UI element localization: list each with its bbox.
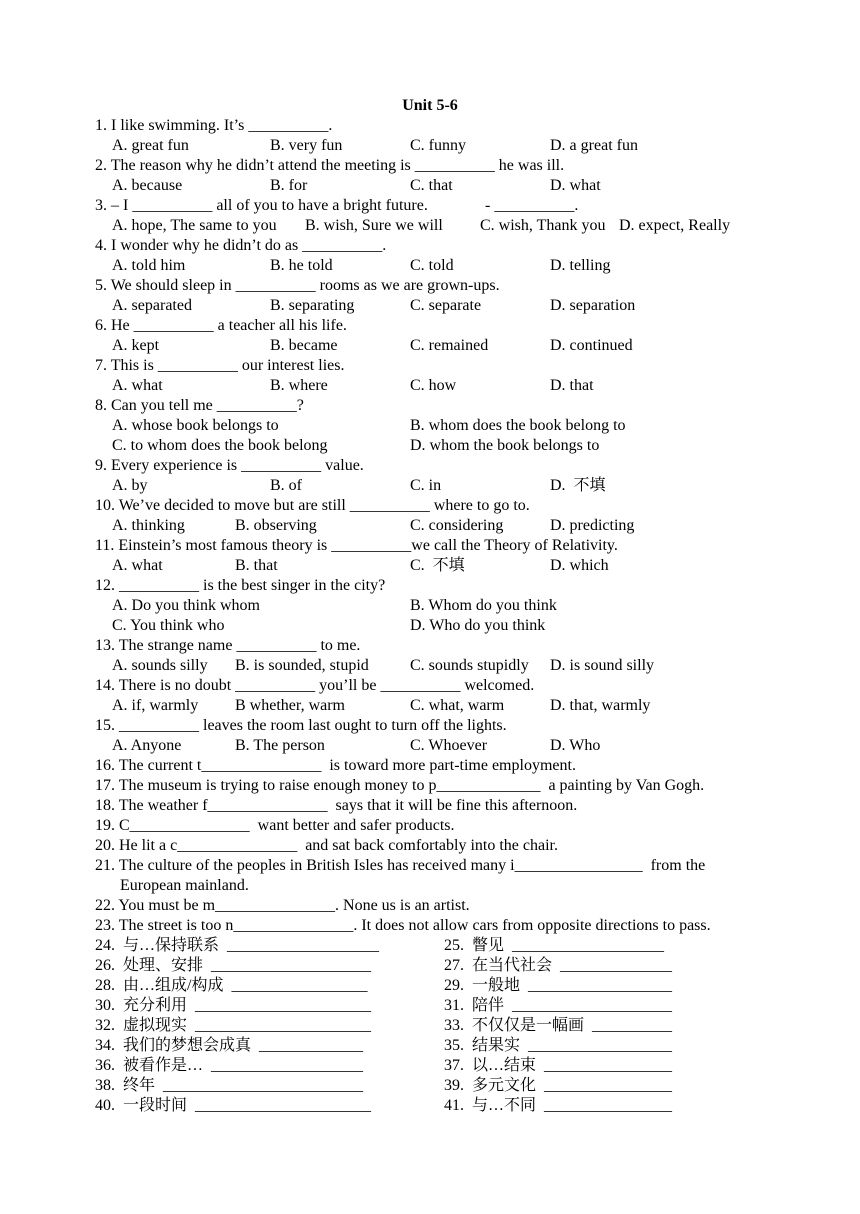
q3-stem-text-1: 3. – I __________ all of you to have a bright future.: [95, 197, 428, 214]
q2-stem-text-1: 2. The reason why he didn’t attend the meeting is __________ he was ill.: [95, 157, 565, 174]
q10-options-text-1: A. thinking: [112, 517, 185, 534]
q30-q31-text-1: 30. 充分利用 ______________________: [95, 997, 372, 1014]
q15-options-text-1: A. Anyone: [112, 737, 182, 754]
q2-options-text-1: A. because: [112, 177, 183, 194]
q10-options: [112, 516, 860, 536]
q21-line1: [95, 856, 860, 876]
q18-text-1: 18. The weather f_______________ says that it will be fine this afternoon.: [95, 797, 578, 814]
q7-stem: [95, 356, 860, 376]
q3-options-text-1: A. hope, The same to you: [112, 217, 277, 234]
q40-q41: [95, 1096, 860, 1116]
q38-q39: [95, 1076, 860, 1096]
q14-options: [112, 696, 860, 716]
q23-text-1: 23. The street is too n_______________. It does not allow cars from opposite directions to pass.: [95, 917, 711, 934]
q5-options-text-2: B. separating: [270, 297, 355, 314]
q14-stem-text-1: 14. There is no doubt __________ you’ll be __________ welcomed.: [95, 677, 535, 694]
q2-stem: [95, 156, 860, 176]
q32-q33-text-1: 32. 虚拟现实 ______________________: [95, 1017, 372, 1034]
q8-stem-text-1: 8. Can you tell me __________?: [95, 397, 304, 414]
q21-line1-text-1: 21. The culture of the peoples in British Isles has received many i________________ from the: [95, 857, 706, 874]
q7-options: [112, 376, 860, 396]
q26-q27: [95, 956, 860, 976]
q5-stem: [95, 276, 860, 296]
q5-options-text-3: C. separate: [410, 297, 482, 314]
q15-options-text-3: C. Whoever: [410, 737, 488, 754]
q11-options-text-1: A. what: [112, 557, 163, 574]
q15-options: [112, 736, 860, 756]
q5-options-text-1: A. separated: [112, 297, 192, 314]
q9-stem: [95, 456, 860, 476]
q1-options-text-1: A. great fun: [112, 137, 189, 154]
q32-q33-text-2: 33. 不仅仅是一幅画 __________: [444, 1017, 673, 1034]
q17: [95, 776, 860, 796]
q14-options-text-3: C. what, warm: [410, 697, 505, 714]
q13-options-text-1: A. sounds silly: [112, 657, 208, 674]
q13-options-text-4: D. is sound silly: [550, 657, 655, 674]
q21-line2: [120, 876, 860, 896]
q12-options-cd-text-2: D. Who do you think: [410, 617, 546, 634]
q12-stem: [95, 576, 860, 596]
q14-options-text-4: D. that, warmly: [550, 697, 651, 714]
q12-options-ab-text-2: B. Whom do you think: [410, 597, 557, 614]
q20: [95, 836, 860, 856]
q2-options-text-2: B. for: [270, 177, 308, 194]
q12-stem-text-1: 12. __________ is the best singer in the city?: [95, 577, 386, 594]
q16-text-1: 16. The current t_______________ is toward more part-time employment.: [95, 757, 576, 774]
q5-stem-text-1: 5. We should sleep in __________ rooms as we are grown-ups.: [95, 277, 500, 294]
q15-stem-text-1: 15. __________ leaves the room last ought to turn off the lights.: [95, 717, 507, 734]
q14-options-text-2: B whether, warm: [235, 697, 345, 714]
q13-options: [112, 656, 860, 676]
q6-options-text-4: D. continued: [550, 337, 633, 354]
q20-text-1: 20. He lit a c_______________ and sat back comfortably into the chair.: [95, 837, 558, 854]
q4-options-text-3: C. told: [410, 257, 454, 274]
q24-q25-text-2: 25. 瞥见 ___________________: [444, 937, 665, 954]
q10-options-text-3: C. considering: [410, 517, 504, 534]
q26-q27-text-1: 26. 处理、安排 ____________________: [95, 957, 372, 974]
q15-stem: [95, 716, 860, 736]
q30-q31: [95, 996, 860, 1016]
q3-options: [112, 216, 860, 236]
q15-options-text-2: B. The person: [235, 737, 325, 754]
q12-options-cd-text-1: C. You think who: [112, 617, 225, 634]
q7-options-text-2: B. where: [270, 377, 328, 394]
q8-options-cd-text-2: D. whom the book belongs to: [410, 437, 600, 454]
q13-options-text-3: C. sounds stupidly: [410, 657, 529, 674]
q11-options: [112, 556, 860, 576]
q9-options-text-4: D. 不填: [550, 477, 606, 494]
q11-stem-text-1: 11. Einstein’s most famous theory is __________we call the Theory of Relativity.: [95, 537, 618, 554]
q36-q37: [95, 1056, 860, 1076]
q7-options-text-1: A. what: [112, 377, 163, 394]
q13-stem: [95, 636, 860, 656]
q10-options-text-4: D. predicting: [550, 517, 635, 534]
q7-options-text-4: D. that: [550, 377, 594, 394]
q4-stem-text-1: 4. I wonder why he didn’t do as __________.: [95, 237, 387, 254]
q30-q31-text-2: 31. 陪伴 ____________________: [444, 997, 673, 1014]
q36-q37-text-1: 36. 被看作是… ___________________: [95, 1057, 364, 1074]
q8-stem: [95, 396, 860, 416]
q24-q25: [95, 936, 860, 956]
q9-stem-text-1: 9. Every experience is __________ value.: [95, 457, 364, 474]
q7-stem-text-1: 7. This is __________ our interest lies.: [95, 357, 345, 374]
q13-options-text-2: B. is sounded, stupid: [235, 657, 369, 674]
q28-q29-text-1: 28. 由…组成/构成 _________________: [95, 977, 368, 994]
q1-options-text-2: B. very fun: [270, 137, 343, 154]
q2-options-text-4: D. what: [550, 177, 601, 194]
q19: [95, 816, 860, 836]
q8-options-cd: [112, 436, 860, 456]
q9-options-text-3: C. in: [410, 477, 442, 494]
q21-line2-text-1: European mainland.: [120, 877, 249, 894]
q4-options-text-2: B. he told: [270, 257, 333, 274]
q22-text-1: 22. You must be m_______________. None us is an artist.: [95, 897, 470, 914]
q6-stem: [95, 316, 860, 336]
q2-options: [112, 176, 860, 196]
q8-options-cd-text-1: C. to whom does the book belong: [112, 437, 328, 454]
q5-options-text-4: D. separation: [550, 297, 636, 314]
q9-options: [112, 476, 860, 496]
q4-options: [112, 256, 860, 276]
q22: [95, 896, 860, 916]
q16: [95, 756, 860, 776]
q34-q35: [95, 1036, 860, 1056]
q3-stem: [95, 196, 860, 216]
q8-options-ab-text-1: A. whose book belongs to: [112, 417, 279, 434]
q34-q35-text-2: 35. 结果实 __________________: [444, 1037, 673, 1054]
q28-q29-text-2: 29. 一般地 __________________: [444, 977, 673, 994]
q24-q25-text-1: 24. 与…保持联系 ___________________: [95, 937, 380, 954]
q10-stem: [95, 496, 860, 516]
q34-q35-text-1: 34. 我们的梦想会成真 _____________: [95, 1037, 364, 1054]
q1-options-text-4: D. a great fun: [550, 137, 638, 154]
q11-stem: [95, 536, 860, 556]
q40-q41-text-1: 40. 一段时间 ______________________: [95, 1097, 372, 1114]
q1-stem: [95, 116, 860, 136]
q8-options-ab: [112, 416, 860, 436]
q6-options: [112, 336, 860, 356]
q12-options-ab: [112, 596, 860, 616]
q10-stem-text-1: 10. We’ve decided to move but are still __________ where to go to.: [95, 497, 530, 514]
q3-options-text-2: B. wish, Sure we will: [305, 217, 443, 234]
q2-options-text-3: C. that: [410, 177, 453, 194]
q9-options-text-2: B. of: [270, 477, 302, 494]
q3-options-text-4: D. expect, Really: [619, 217, 731, 234]
q6-stem-text-1: 6. He __________ a teacher all his life.: [95, 317, 347, 334]
q38-q39-text-1: 38. 终年 _________________________: [95, 1077, 364, 1094]
q18: [95, 796, 860, 816]
q1-options-text-3: C. funny: [410, 137, 466, 154]
q5-options: [112, 296, 860, 316]
q10-options-text-2: B. observing: [235, 517, 317, 534]
q26-q27-text-2: 27. 在当代社会 ______________: [444, 957, 673, 974]
q11-options-text-4: D. which: [550, 557, 609, 574]
q1-options: [112, 136, 860, 156]
q17-text-1: 17. The museum is trying to raise enough money to p_____________ a painting by Van Gogh.: [95, 777, 705, 794]
q28-q29: [95, 976, 860, 996]
q32-q33: [95, 1016, 860, 1036]
q1-stem-text-1: 1. I like swimming. It’s __________.: [95, 117, 333, 134]
q12-options-cd: [112, 616, 860, 636]
q6-options-text-2: B. became: [270, 337, 338, 354]
q36-q37-text-2: 37. 以…结束 ________________: [444, 1057, 673, 1074]
q8-options-ab-text-2: B. whom does the book belong to: [410, 417, 626, 434]
q38-q39-text-2: 39. 多元文化 ________________: [444, 1077, 673, 1094]
q40-q41-text-2: 41. 与…不同 ________________: [444, 1097, 673, 1114]
page-title: Unit 5-6: [402, 97, 458, 114]
q3-stem-text-2: - __________.: [485, 197, 579, 214]
q12-options-ab-text-1: A. Do you think whom: [112, 597, 260, 614]
q4-stem: [95, 236, 860, 256]
q7-options-text-3: C. how: [410, 377, 457, 394]
q14-stem: [95, 676, 860, 696]
q11-options-text-2: B. that: [235, 557, 278, 574]
q23: [95, 916, 860, 936]
q4-options-text-4: D. telling: [550, 257, 611, 274]
q3-options-text-3: C. wish, Thank you: [480, 217, 606, 234]
q11-options-text-3: C. 不填: [410, 557, 465, 574]
q19-text-1: 19. C_______________ want better and safer products.: [95, 817, 455, 834]
q4-options-text-1: A. told him: [112, 257, 186, 274]
q14-options-text-1: A. if, warmly: [112, 697, 199, 714]
q15-options-text-4: D. Who: [550, 737, 601, 754]
q6-options-text-3: C. remained: [410, 337, 489, 354]
q6-options-text-1: A. kept: [112, 337, 160, 354]
q13-stem-text-1: 13. The strange name __________ to me.: [95, 637, 361, 654]
q9-options-text-1: A. by: [112, 477, 148, 494]
